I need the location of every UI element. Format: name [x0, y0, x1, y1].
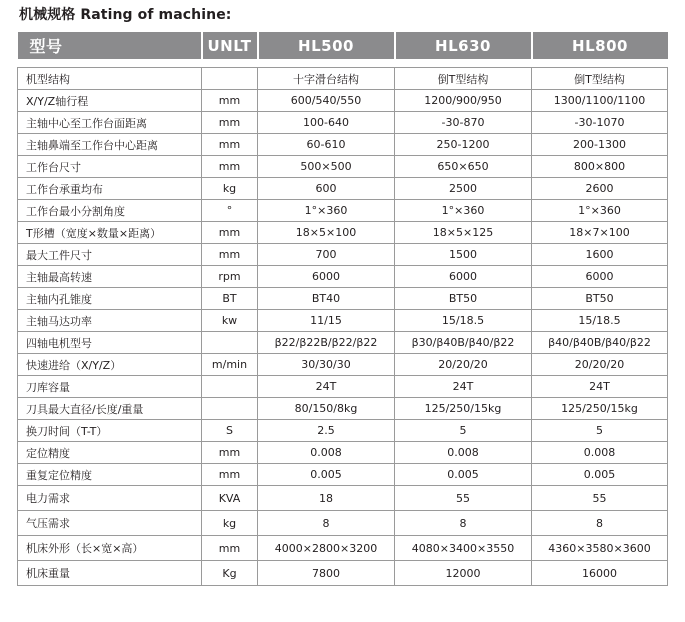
cell-hl500: 0.008 — [258, 442, 395, 464]
cell-hl800: 15/18.5 — [532, 310, 668, 332]
cell-hl630: 5 — [395, 420, 532, 442]
table-row — [18, 200, 668, 222]
header-row — [18, 32, 668, 59]
cell-hl630: β30/β40B/β40/β22 — [395, 332, 532, 354]
table-row — [18, 134, 668, 156]
cell-hl800: 1600 — [532, 244, 668, 266]
cell-parameter: 机床外形（长×宽×高） — [18, 536, 202, 561]
cell-hl800: 20/20/20 — [532, 354, 668, 376]
cell-hl800: 200-1300 — [532, 134, 668, 156]
header-hl800: HL800 — [532, 32, 668, 59]
cell-hl800: 6000 — [532, 266, 668, 288]
cell-hl630: 1°×360 — [395, 200, 532, 222]
cell-parameter: 电力需求 — [18, 486, 202, 511]
cell-hl630: 8 — [395, 511, 532, 536]
cell-unit: S — [202, 420, 258, 442]
cell-hl800: 1°×360 — [532, 200, 668, 222]
cell-hl800: 8 — [532, 511, 668, 536]
cell-parameter: 重复定位精度 — [18, 464, 202, 486]
cell-hl500: 500×500 — [258, 156, 395, 178]
table-row — [18, 420, 668, 442]
cell-hl500: 7800 — [258, 561, 395, 586]
table-row — [18, 112, 668, 134]
header-model: 型号 — [18, 32, 202, 59]
cell-unit: mm — [202, 90, 258, 112]
cell-hl630: 125/250/15kg — [395, 398, 532, 420]
cell-unit: mm — [202, 156, 258, 178]
table-row — [18, 156, 668, 178]
cell-parameter: 刀具最大直径/长度/重量 — [18, 398, 202, 420]
header-hl500: HL500 — [258, 32, 395, 59]
cell-hl800: 2600 — [532, 178, 668, 200]
table-body — [18, 68, 668, 586]
cell-parameter: 主轴马达功率 — [18, 310, 202, 332]
table-row — [18, 332, 668, 354]
cell-hl630: 12000 — [395, 561, 532, 586]
cell-hl500: BT40 — [258, 288, 395, 310]
cell-hl800: 0.008 — [532, 442, 668, 464]
cell-hl630: 2500 — [395, 178, 532, 200]
table-row — [18, 354, 668, 376]
table-row — [18, 536, 668, 561]
cell-unit: kw — [202, 310, 258, 332]
cell-unit: rpm — [202, 266, 258, 288]
table-row — [18, 398, 668, 420]
table-row — [18, 68, 668, 90]
cell-unit: mm — [202, 244, 258, 266]
cell-parameter: 机床重量 — [18, 561, 202, 586]
cell-unit — [202, 376, 258, 398]
table-row — [18, 376, 668, 398]
cell-hl500: 30/30/30 — [258, 354, 395, 376]
cell-hl630: 650×650 — [395, 156, 532, 178]
cell-hl630: 1200/900/950 — [395, 90, 532, 112]
cell-unit: kg — [202, 511, 258, 536]
table-row — [18, 486, 668, 511]
cell-parameter: 快速进给（X/Y/Z） — [18, 354, 202, 376]
cell-parameter: 主轴鼻端至工作台中心距离 — [18, 134, 202, 156]
cell-parameter: 主轴最高转速 — [18, 266, 202, 288]
cell-hl630: 0.008 — [395, 442, 532, 464]
cell-hl800: 24T — [532, 376, 668, 398]
cell-hl630: 6000 — [395, 266, 532, 288]
table-row — [18, 266, 668, 288]
cell-hl500: 6000 — [258, 266, 395, 288]
cell-hl630: 18×5×125 — [395, 222, 532, 244]
cell-hl500: 4000×2800×3200 — [258, 536, 395, 561]
cell-hl500: 600 — [258, 178, 395, 200]
cell-parameter: 主轴内孔锥度 — [18, 288, 202, 310]
cell-hl630: 20/20/20 — [395, 354, 532, 376]
cell-unit: mm — [202, 134, 258, 156]
table-row — [18, 288, 668, 310]
cell-hl630: 1500 — [395, 244, 532, 266]
cell-unit: ° — [202, 200, 258, 222]
cell-hl500: 80/150/8kg — [258, 398, 395, 420]
cell-unit — [202, 398, 258, 420]
cell-parameter: X/Y/Z轴行程 — [18, 90, 202, 112]
cell-hl800: 4360×3580×3600 — [532, 536, 668, 561]
cell-hl800: β40/β40B/β40/β22 — [532, 332, 668, 354]
cell-hl800: 125/250/15kg — [532, 398, 668, 420]
cell-hl800: 18×7×100 — [532, 222, 668, 244]
table-row — [18, 511, 668, 536]
cell-unit: KVA — [202, 486, 258, 511]
cell-hl630: 55 — [395, 486, 532, 511]
table-row — [18, 464, 668, 486]
specification-table — [17, 32, 668, 586]
cell-hl500: 8 — [258, 511, 395, 536]
cell-hl500: 11/15 — [258, 310, 395, 332]
cell-parameter: 最大工件尺寸 — [18, 244, 202, 266]
cell-hl630: BT50 — [395, 288, 532, 310]
table-row — [18, 310, 668, 332]
cell-hl630: 24T — [395, 376, 532, 398]
cell-hl630: 4080×3400×3550 — [395, 536, 532, 561]
cell-hl500: 600/540/550 — [258, 90, 395, 112]
table-row — [18, 90, 668, 112]
cell-unit: BT — [202, 288, 258, 310]
cell-hl500: 60-610 — [258, 134, 395, 156]
cell-hl800: BT50 — [532, 288, 668, 310]
cell-parameter: 换刀时间（T-T） — [18, 420, 202, 442]
cell-unit: mm — [202, 464, 258, 486]
header-hl630: HL630 — [395, 32, 532, 59]
cell-unit: mm — [202, 536, 258, 561]
cell-hl500: 700 — [258, 244, 395, 266]
cell-unit: mm — [202, 112, 258, 134]
cell-parameter: 工作台尺寸 — [18, 156, 202, 178]
cell-hl800: 倒T型结构 — [532, 68, 668, 90]
cell-hl500: 2.5 — [258, 420, 395, 442]
page-title: 机械规格 Rating of machine: — [19, 7, 232, 23]
table-row — [18, 442, 668, 464]
cell-parameter: 工作台最小分割角度 — [18, 200, 202, 222]
cell-parameter: 工作台承重均布 — [18, 178, 202, 200]
cell-unit: mm — [202, 442, 258, 464]
cell-parameter: 定位精度 — [18, 442, 202, 464]
cell-parameter: 四轴电机型号 — [18, 332, 202, 354]
cell-hl800: 55 — [532, 486, 668, 511]
cell-hl800: -30-1070 — [532, 112, 668, 134]
cell-hl800: 800×800 — [532, 156, 668, 178]
table-row — [18, 244, 668, 266]
cell-unit — [202, 332, 258, 354]
cell-hl500: 1°×360 — [258, 200, 395, 222]
cell-hl630: 倒T型结构 — [395, 68, 532, 90]
cell-parameter: 气压需求 — [18, 511, 202, 536]
cell-hl630: 0.005 — [395, 464, 532, 486]
cell-hl500: 18 — [258, 486, 395, 511]
table-row — [18, 178, 668, 200]
cell-hl500: β22/β22B/β22/β22 — [258, 332, 395, 354]
cell-hl800: 16000 — [532, 561, 668, 586]
table-row — [18, 561, 668, 586]
cell-hl500: 0.005 — [258, 464, 395, 486]
cell-unit: kg — [202, 178, 258, 200]
cell-hl500: 100-640 — [258, 112, 395, 134]
cell-parameter: 机型结构 — [18, 68, 202, 90]
cell-hl800: 5 — [532, 420, 668, 442]
cell-hl500: 十字滑台结构 — [258, 68, 395, 90]
cell-unit: m/min — [202, 354, 258, 376]
cell-hl800: 0.005 — [532, 464, 668, 486]
cell-hl630: 250-1200 — [395, 134, 532, 156]
table-row — [18, 222, 668, 244]
cell-unit — [202, 68, 258, 90]
cell-parameter: 刀库容量 — [18, 376, 202, 398]
cell-hl630: 15/18.5 — [395, 310, 532, 332]
cell-parameter: 主轴中心至工作台面距离 — [18, 112, 202, 134]
cell-hl500: 24T — [258, 376, 395, 398]
cell-hl800: 1300/1100/1100 — [532, 90, 668, 112]
cell-hl500: 18×5×100 — [258, 222, 395, 244]
header-unit: UNLT — [202, 32, 258, 59]
cell-unit: Kg — [202, 561, 258, 586]
cell-parameter: T形槽（宽度×数量×距离） — [18, 222, 202, 244]
cell-hl630: -30-870 — [395, 112, 532, 134]
cell-unit: mm — [202, 222, 258, 244]
